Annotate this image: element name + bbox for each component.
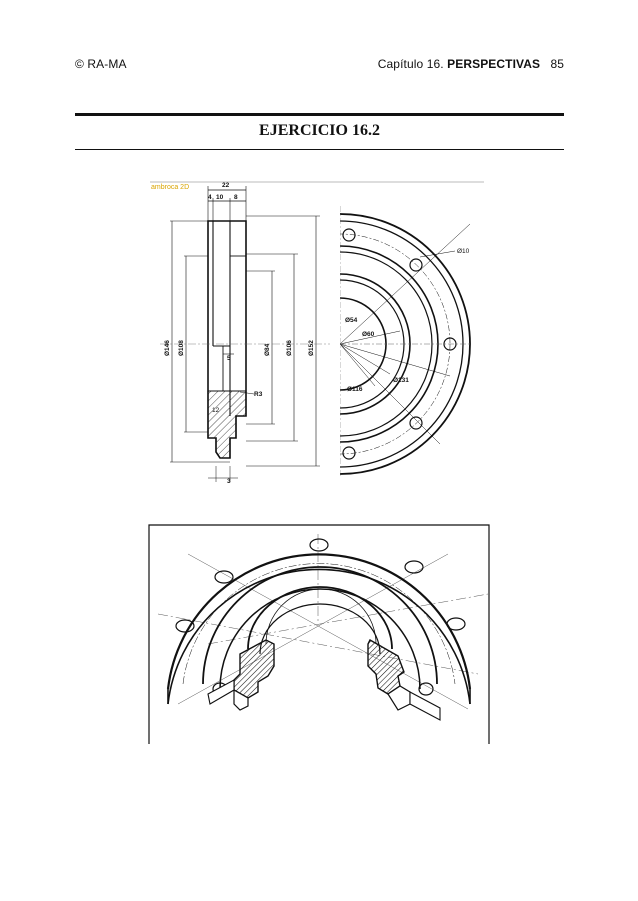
dim-d54: Ø54 xyxy=(345,317,358,324)
dim-r3: R3 xyxy=(254,391,263,398)
dim-d60: Ø60 xyxy=(362,331,375,338)
header-chapter xyxy=(378,57,564,71)
dim-d106: Ø106 xyxy=(286,340,293,356)
dim-d84: Ø84 xyxy=(264,343,271,356)
flange-body xyxy=(168,554,470,704)
section-cut-right xyxy=(368,640,440,720)
front-view xyxy=(210,206,470,476)
construction-lines xyxy=(158,534,488,709)
dim-inner: 12 xyxy=(212,407,220,414)
page-number: 85 xyxy=(550,57,564,71)
section-view xyxy=(160,186,330,482)
dim-d152: Ø152 xyxy=(308,340,315,356)
dim-d146: Ø146 xyxy=(164,340,171,356)
chapter-title: PERSPECTIVAS xyxy=(447,57,541,71)
source-label: ambroca 2D xyxy=(151,184,190,191)
dim-8: 8 xyxy=(234,194,238,201)
chapter-prefix: Capítulo 16. xyxy=(377,57,448,71)
dim-d116: Ø116 xyxy=(347,386,363,393)
dim-10: 10 xyxy=(216,194,224,201)
dim-d108: Ø108 xyxy=(178,340,185,356)
dim-22: 22 xyxy=(222,182,230,189)
section-cut-left xyxy=(208,640,274,710)
header-copyright: © RA-MA xyxy=(75,57,127,71)
technical-drawing xyxy=(150,176,484,486)
bolt-holes xyxy=(176,539,465,695)
dim-hole: Ø10 xyxy=(457,248,470,255)
title-rule-bottom xyxy=(75,149,564,150)
title-rule-top xyxy=(75,113,564,116)
isometric-view xyxy=(148,524,490,744)
exercise-title: EJERCICIO 16.2 xyxy=(259,122,380,139)
dim-d131: Ø131 xyxy=(393,377,409,384)
dim-4: 4 xyxy=(208,194,212,201)
dim-step: 5 xyxy=(227,355,231,362)
dim-bottom: 3 xyxy=(227,478,231,485)
